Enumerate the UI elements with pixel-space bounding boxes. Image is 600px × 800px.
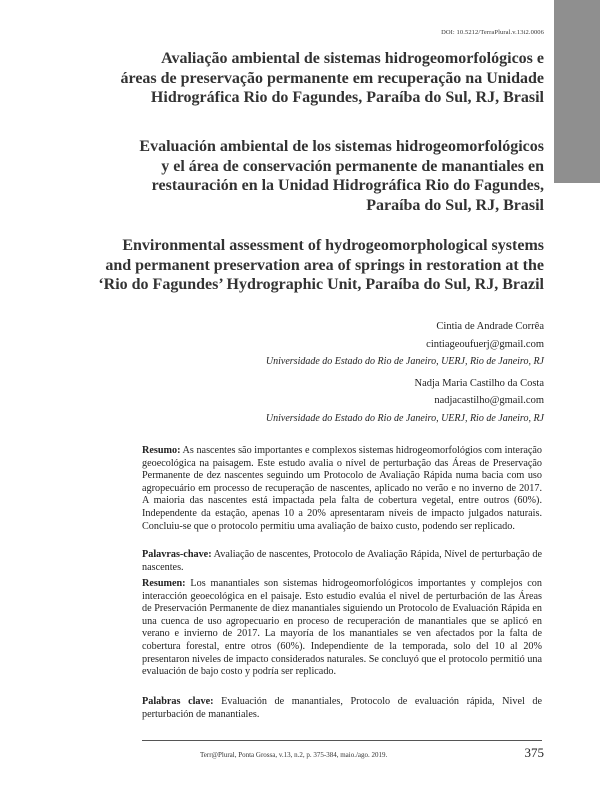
author-email[interactable]: nadjacastilho@gmail.com bbox=[434, 395, 544, 406]
keywords-text: Evaluación de manantiales, Protocolo de evaluación rápida, Nivel de perturbación de manantiales. bbox=[142, 696, 543, 720]
keywords-spanish bbox=[142, 696, 542, 721]
abstract-text: As nascentes são importantes e complexos sistemas hidrogeomorfológios com interação geoecológica na paisagem. Este estudo avalia o nível de perturbação das Áreas de Preservação Permanente de dez nascentes seguindo um Protocolo de Avaliação Rápida numa bacia com uso agropecuário em processo de recuperação de nascentes, aplicado no verão e no inverno de 2017. A maioria das nascentes está impactada pela falta de cobertura vegetal, entre outros (60%). Independente da estação, apenas 10 a 20% apresentaram níveis de impacto julgados naturais. Concluiu-se que o protocolo permitiu uma avaliação de baixo custo, podendo ser replicado. bbox=[142, 445, 543, 532]
page-number: 375 bbox=[524, 745, 544, 760]
author-name: Nadja Maria Castilho da Costa bbox=[414, 377, 544, 389]
abstract-label: Resumen: bbox=[142, 578, 186, 589]
title-portuguese bbox=[74, 49, 544, 108]
keywords-label: Palavras-chave: bbox=[142, 549, 212, 560]
author-affiliation: Universidade do Estado do Rio de Janeiro, UERJ, Rio de Janeiro, RJ bbox=[265, 356, 544, 367]
title-line: and permanent preservation area of springs in restoration at the bbox=[105, 256, 544, 274]
abstract-label: Resumo: bbox=[142, 445, 181, 456]
abstract-text: Los manantiales son sistemas hidrogeomorfológicos importantes y complejos con interacción geoecológica en el paisaje. Esto estudio evalúa el nivel de perturbación de las Áreas de Preservación Permanente de diez manantiales siguiendo un Protocolo de Evaluación Rápida en una cuenca de uso agropecuario en proceso de recuperación de manantiales que se aplicó en verano e invierno de 2017. La mayoría de los manantiales se ven afectados por la falta de cobertura forestal, entre otros (60%). Independiente de la temporada, solo del 10 al 20% presentaron niveles de impacto considerados naturales. Se concluyó que el protocolo permitió una evaluación de bajo costo y podría ser replicado. bbox=[142, 578, 542, 678]
keywords-text: Avaliação de nascentes, Protocolo de Avaliação Rápida, Nível de perturbação de nascentes. bbox=[142, 549, 543, 573]
journal-footer: Terr@Plural, Ponta Grossa, v.13, n.2, p. 375-384, maio./ago. 2019. bbox=[200, 751, 388, 759]
title-english bbox=[74, 236, 544, 295]
title-line: Hidrográfica Rio do Fagundes, Paraíba do Sul, RJ, Brasil bbox=[150, 89, 544, 106]
title-line: ‘Rio do Fagundes’ Hydrographic Unit, Paraíba do Sul, RJ, Brazil bbox=[98, 276, 544, 293]
footer-rule bbox=[142, 740, 542, 741]
side-color-tab bbox=[554, 0, 600, 183]
author-name: Cintia de Andrade Corrêa bbox=[436, 321, 544, 332]
abstract-spanish bbox=[142, 578, 542, 679]
title-line: áreas de preservação permanente em recuperação na Unidade bbox=[120, 69, 544, 87]
keywords-portuguese bbox=[142, 549, 542, 574]
author-affiliation: Universidade do Estado do Rio de Janeiro, UERJ, Rio de Janeiro, RJ bbox=[265, 412, 544, 424]
title-line: y el área de conservación permanente de manantiales en bbox=[161, 157, 544, 175]
author-block bbox=[124, 318, 544, 427]
abstract-portuguese bbox=[142, 445, 542, 533]
title-line: Paraíba do Sul, RJ, Brasil bbox=[366, 196, 544, 214]
keywords-label: Palabras clave: bbox=[142, 696, 214, 707]
title-line: Evaluación ambiental de los sistemas hidrogeomorfológicos bbox=[139, 138, 544, 155]
doi-line: DOI: 10.5212/TerraPlural.v.13i2.0006 bbox=[441, 29, 544, 36]
title-spanish bbox=[74, 137, 544, 215]
title-line: restauración en la Unidad Hidrográfica Rio do Fagundes, bbox=[151, 177, 544, 194]
title-line: Environmental assessment of hydrogeomorphological systems bbox=[122, 237, 544, 254]
title-line: Avaliação ambiental de sistemas hidrogeomorfológicos e bbox=[161, 50, 544, 67]
author-email[interactable]: cintiageoufuerj@gmail.com bbox=[426, 338, 544, 350]
